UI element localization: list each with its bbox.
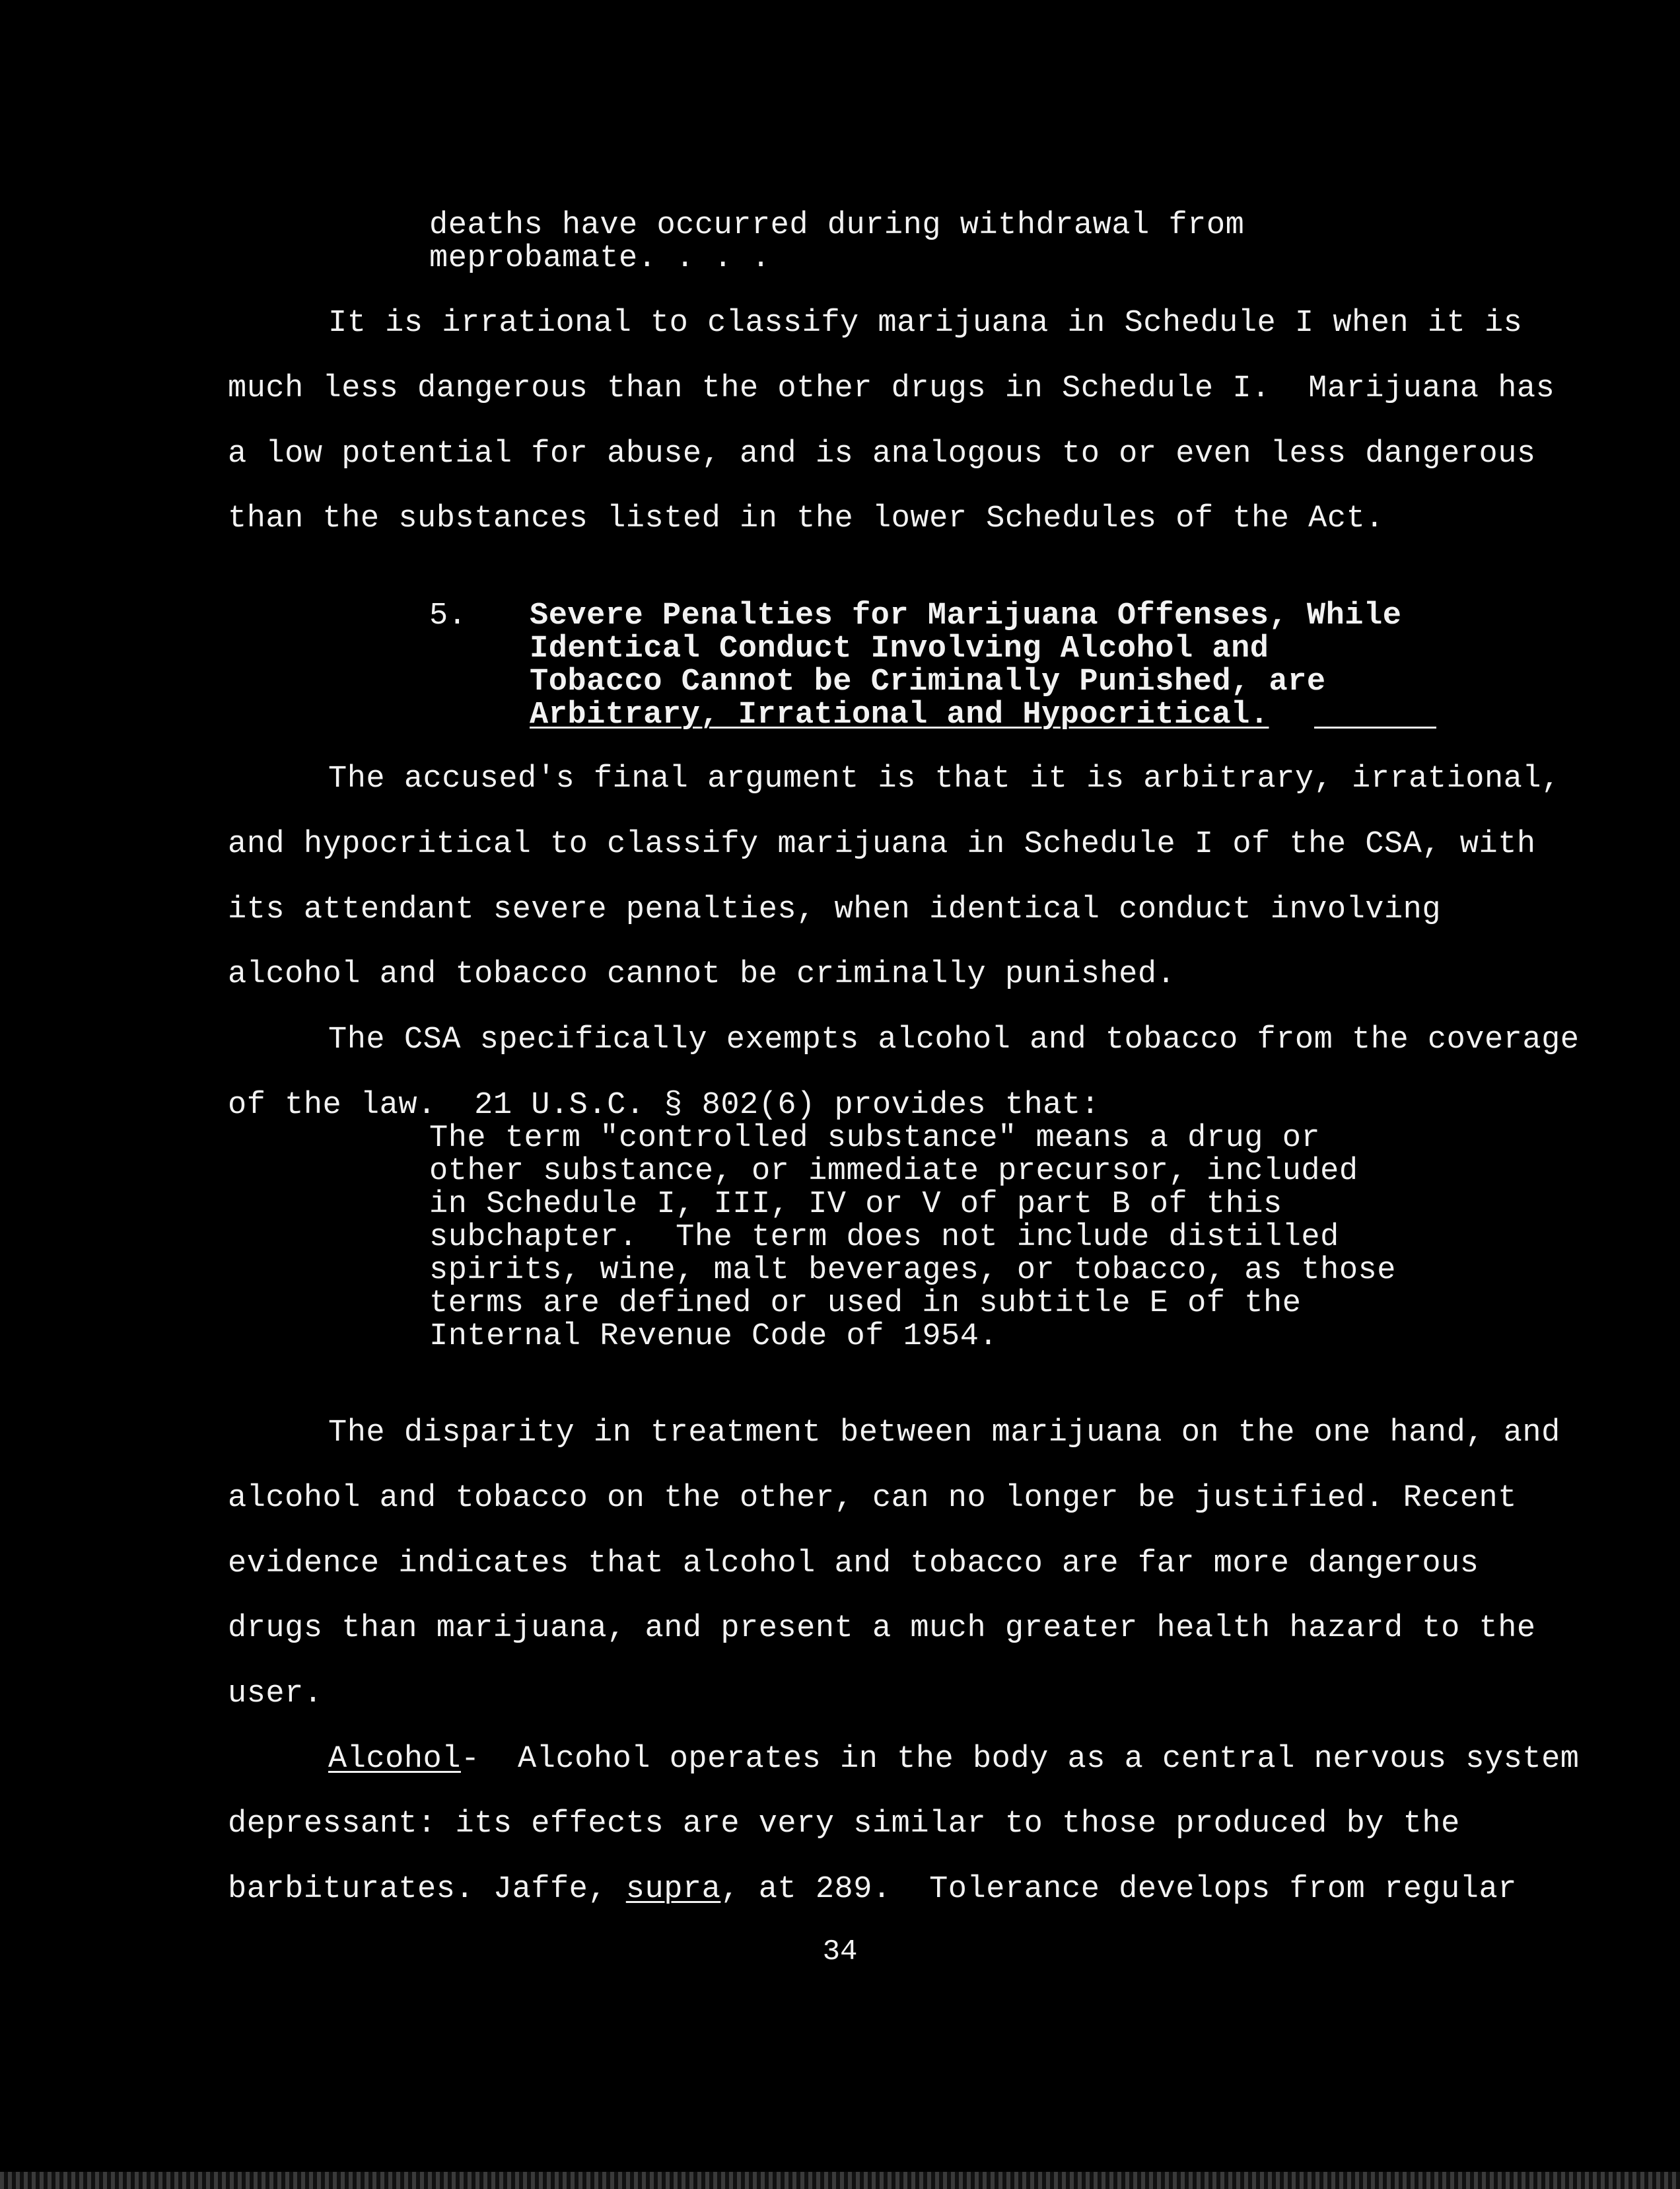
statute-quote-line: terms are defined or used in subtitle E of the <box>429 1286 1302 1321</box>
paragraph-text: barbiturates. Jaffe, <box>228 1872 626 1907</box>
section-heading-line: Identical Conduct Involving Alcohol and <box>530 631 1269 666</box>
statute-quote-line: other substance, or immediate precursor, included <box>429 1154 1358 1189</box>
statute-quote-line: The term "controlled substance" means a drug or <box>429 1121 1321 1156</box>
section-heading-line: Tobacco Cannot be Criminally Punished, are <box>530 664 1326 700</box>
paragraph-line: alcohol and tobacco on the other, can no longer be justified. Recent <box>228 1481 1517 1516</box>
paragraph-line: The accused's final argument is that it is arbitrary, irrational, <box>328 762 1560 797</box>
paragraph-line: user. <box>228 1676 323 1711</box>
paragraph-line: evidence indicates that alcohol and tobacco are far more dangerous <box>228 1546 1479 1581</box>
heading-underline-rule <box>1314 727 1436 729</box>
paragraph-line: drugs than marijuana, and present a much greater health hazard to the <box>228 1611 1536 1646</box>
supra-citation: supra <box>625 1872 721 1907</box>
quote1-line: deaths have occurred during withdrawal from <box>429 208 1245 243</box>
page-number: 34 <box>822 1935 858 1968</box>
paragraph-line: and hypocritical to classify marijuana in Schedule I of the CSA, with <box>228 827 1536 862</box>
statute-quote-line: in Schedule I, III, IV or V of part B of this <box>429 1187 1282 1222</box>
heading-number: 5. <box>429 598 467 633</box>
scan-edge-strip <box>0 2172 1680 2189</box>
paragraph-line: a low potential for abuse, and is analogous to or even less dangerous <box>228 437 1536 472</box>
paragraph-line: depressant: its effects are very similar to those produced by the <box>228 1807 1460 1842</box>
paragraph-line: its attendant severe penalties, when identical conduct involving <box>228 892 1442 927</box>
section-heading-line: Severe Penalties for Marijuana Offenses, While <box>530 598 1402 633</box>
paragraph-line <box>328 1742 1580 1777</box>
section-heading-line: Arbitrary, Irrational and Hypocritical. <box>530 698 1269 733</box>
paragraph-line: alcohol and tobacco cannot be criminally punished. <box>228 957 1176 992</box>
paragraph-line: of the law. 21 U.S.C. § 802(6) provides that: <box>228 1088 1100 1123</box>
statute-quote-line: spirits, wine, malt beverages, or tobacco, as those <box>429 1253 1396 1288</box>
paragraph-line: It is irrational to classify marijuana in Schedule I when it is <box>328 306 1523 341</box>
paragraph-line: than the substances listed in the lower Schedules of the Act. <box>228 501 1384 536</box>
alcohol-label: Alcohol <box>328 1742 461 1777</box>
paragraph-text: - Alcohol operates in the body as a central nervous system <box>460 1742 1580 1777</box>
statute-quote-line: Internal Revenue Code of 1954. <box>429 1319 998 1354</box>
statute-quote-line: subchapter. The term does not include distilled <box>429 1220 1339 1255</box>
paragraph-line: The disparity in treatment between marijuana on the one hand, and <box>328 1416 1560 1451</box>
paragraph-text: , at 289. Tolerance develops from regular <box>720 1872 1517 1907</box>
paragraph-line: much less dangerous than the other drugs in Schedule I. Marijuana has <box>228 371 1555 406</box>
paragraph-line: The CSA specifically exempts alcohol and tobacco from the coverage <box>328 1023 1580 1058</box>
quote1-line: meprobamate. . . . <box>429 241 771 276</box>
paragraph-line <box>228 1873 1517 1907</box>
